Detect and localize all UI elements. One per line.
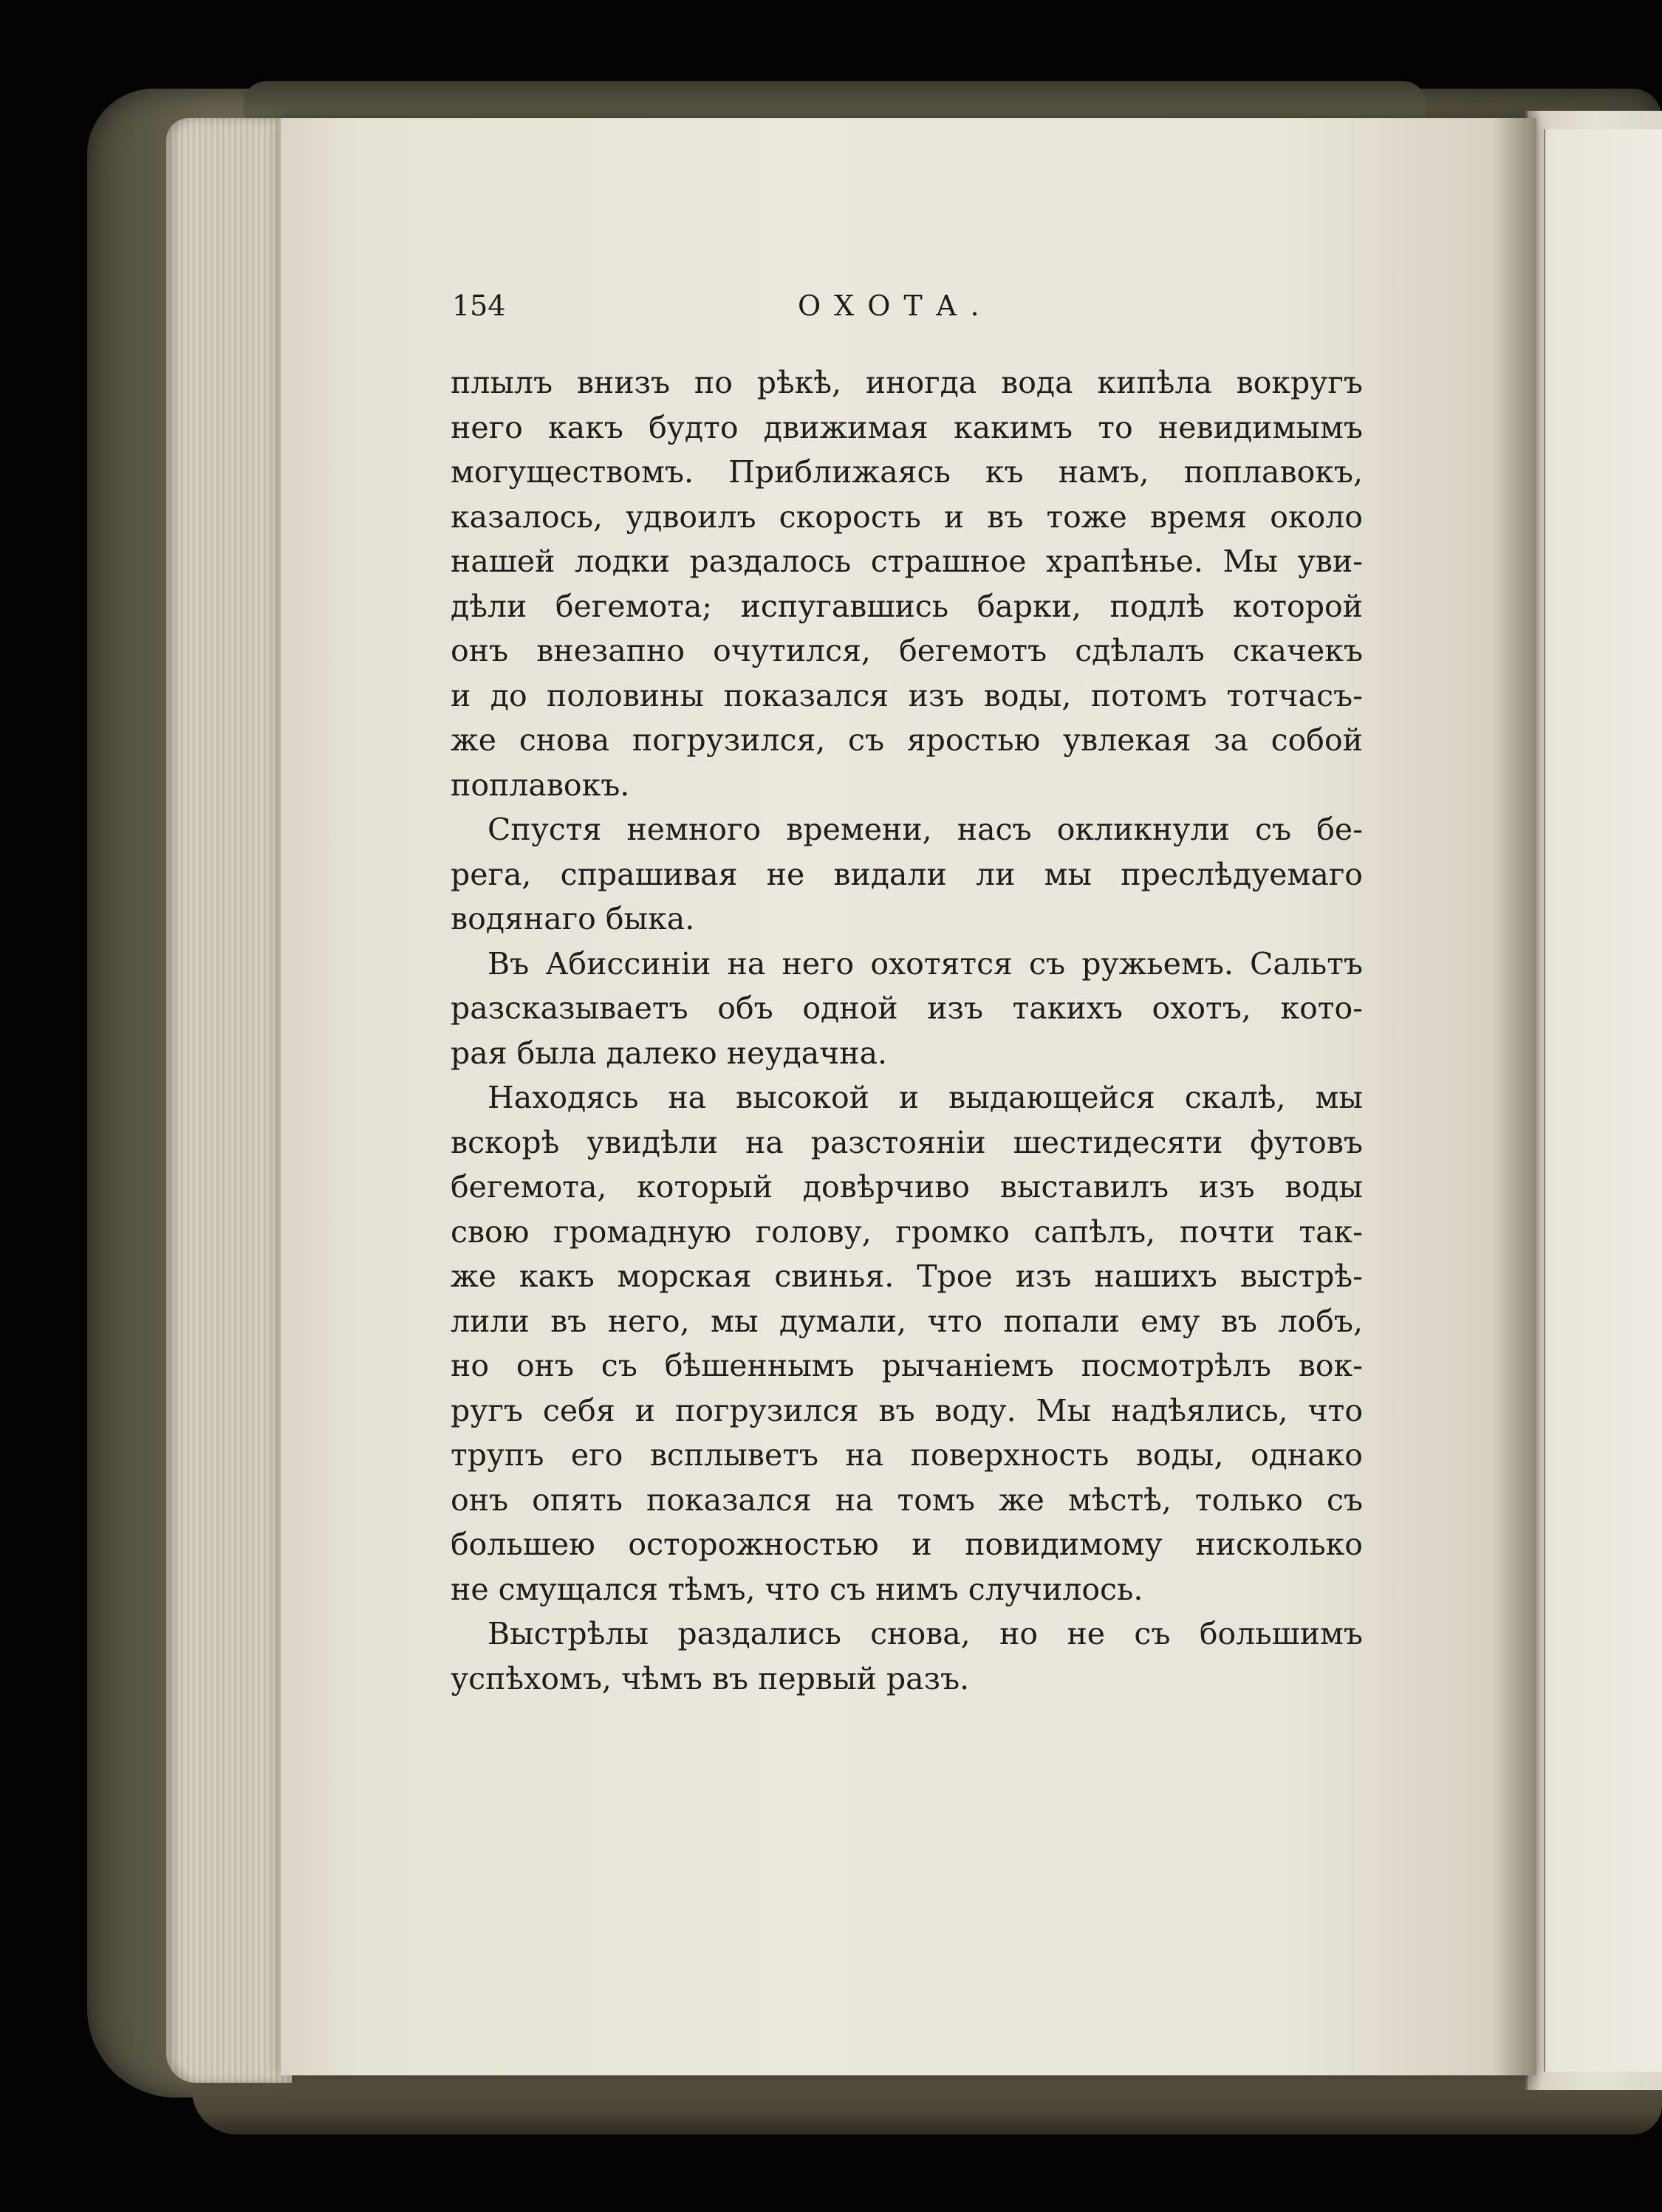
paragraph (451, 807, 1374, 942)
text-line: могуществомъ. Приближаясь къ намъ, поплавокъ, (451, 454, 1363, 490)
paragraph (451, 1612, 1374, 1701)
text-line: водянаго быка. (451, 901, 695, 936)
text-line: рая была далеко неудачна. (451, 1035, 888, 1071)
text-line: поплавокъ. (451, 767, 630, 803)
gutter-shadow (1492, 118, 1536, 2075)
text-line: не смущался тѣмъ, что съ нимъ случилось. (451, 1571, 1143, 1607)
paragraph (451, 360, 1374, 807)
text-line: онъ опять показался на томъ же мѣстѣ, только съ (451, 1482, 1363, 1518)
text-line: вскорѣ увидѣли на разстояніи шестидесяти футовъ (451, 1124, 1363, 1160)
text-line: лили въ него, мы думали, что попали ему въ лобъ, (451, 1303, 1363, 1339)
text-line: казалось, удвоилъ скорость и въ тоже время около (451, 499, 1363, 535)
text-line: трупъ его всплыветъ на поверхность воды, однако (451, 1437, 1363, 1473)
text-line: бегемота, который довѣрчиво выставилъ изъ воды (451, 1169, 1363, 1205)
text-line: нашей лодки раздалось страшное храпѣнье. Мы уви- (451, 544, 1363, 579)
text-line: Спустя немного времени, насъ окликнули съ бе- (488, 812, 1363, 847)
running-head: ОХОТА. (798, 290, 993, 322)
text-line: же снова погрузился, съ яростью увлекая за собой (451, 722, 1363, 758)
text-line: но онъ съ бѣшеннымъ рычаніемъ посмотрѣлъ вок- (451, 1348, 1363, 1383)
paragraph (451, 942, 1374, 1076)
text-line: онъ внезапно очутился, бегемотъ сдѣлалъ скачекъ (451, 633, 1363, 668)
text-line: свою громадную голову, громко сапѣлъ, почти так- (451, 1213, 1363, 1250)
text-line: же какъ морская свинья. Трое изъ нашихъ выстрѣ- (451, 1259, 1363, 1294)
text-line: него какъ будто движимая какимъ то невидимымъ (451, 409, 1363, 445)
text-line: ругъ себя и погрузился въ воду. Мы надѣялись, что (451, 1392, 1363, 1428)
text-line: большею осторожностью и повидимому нисколько (451, 1527, 1363, 1562)
text-line: разсказываетъ объ одной изъ такихъ охотъ, кото- (451, 990, 1363, 1026)
text-line: Выстрѣлы раздались снова, но не съ большимъ (488, 1616, 1363, 1651)
text-line: Въ Абиссиніи на него охотятся съ ружьемъ. Сальтъ (488, 945, 1363, 982)
text-line: и до половины показался изъ воды, потомъ тотчасъ- (451, 677, 1363, 713)
paragraph (451, 1075, 1374, 1612)
page-number: 154 (452, 290, 506, 322)
facing-page-sheet (1544, 129, 1662, 2072)
page-edges (166, 118, 292, 2083)
text-line: Находясь на высокой и выдающейся скалѣ, мы (488, 1080, 1363, 1115)
text-line: плылъ внизъ по рѣкѣ, иногда вода кипѣла вокругъ (451, 365, 1363, 400)
text-line: рега, спрашивая не видали ли мы преслѣдуемаго (451, 856, 1363, 892)
page-header (452, 290, 1368, 334)
body-text (451, 360, 1374, 1701)
text-line: успѣхомъ, чѣмъ въ первый разъ. (451, 1660, 970, 1696)
text-line: дѣли бегемота; испугавшись барки, подлѣ которой (451, 588, 1363, 624)
